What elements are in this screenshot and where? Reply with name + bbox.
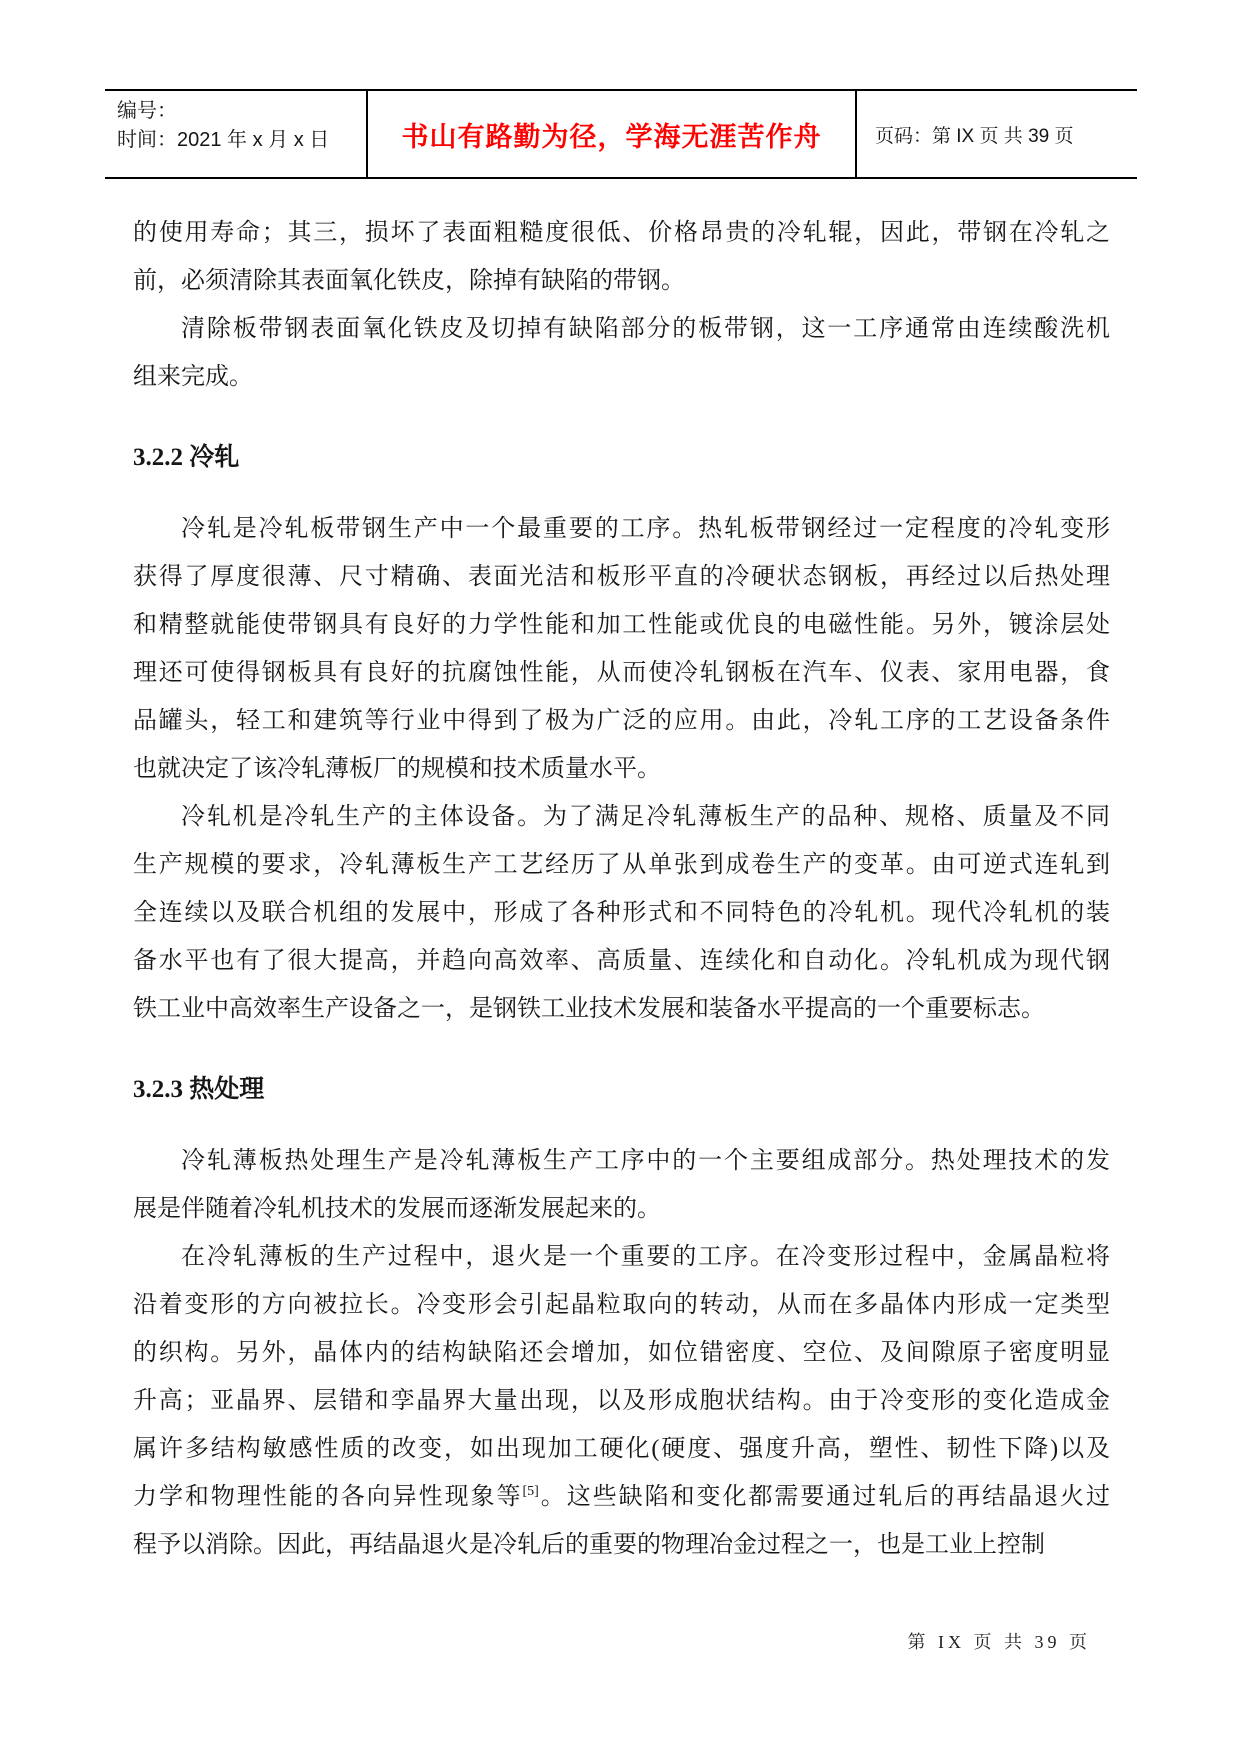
paragraph [133, 305, 1110, 401]
document-number-label: 编号： [117, 100, 177, 122]
header-table [105, 89, 1137, 179]
section-heading: 3.2.3 热处理 [133, 1076, 265, 1103]
text-line: 属许多结构敏感性质的改变，如出现加工硬化(硬度、强度升高，塑性、韧性下降)以及 [133, 1436, 1110, 1462]
text-line: 清除板带钢表面氧化铁皮及切掉有缺陷部分的板带钢，这一工序通常由连续酸洗机 [181, 316, 1110, 342]
page-number: 第 IX 页 共 39 页 [907, 1632, 1091, 1652]
text-line: 组来完成。 [133, 364, 253, 390]
text-line: 在冷轧薄板的生产过程中，退火是一个重要的工序。在冷变形过程中，金属晶粒将 [181, 1244, 1110, 1270]
header-cell-meta [105, 91, 366, 177]
header-cell-slogan [366, 91, 855, 177]
paragraph [133, 1233, 1110, 1569]
text-line: 展是伴随着冷轧机技术的发展而逐渐发展起来的。 [133, 1196, 661, 1222]
text-line: 力学和物理性能的各向异性现象等[5]。这些缺陷和变化都需要通过轧后的再结晶退火过 [133, 1484, 1111, 1510]
text-line: 冷轧机是冷轧生产的主体设备。为了满足冷轧薄板生产的品种、规格、质量及不同 [181, 804, 1110, 830]
text-line: 品罐头，轻工和建筑等行业中得到了极为广泛的应用。由此，冷轧工序的工艺设备条件 [133, 708, 1110, 734]
slogan-text: 书山有路勤为径，学海无涯苦作舟 [401, 121, 822, 152]
header-page-label: 页码：第 IX 页 共 39 页 [875, 125, 1074, 147]
text-line: 备水平也有了很大提高，并趋向高效率、高质量、连续化和自动化。冷轧机成为现代钢 [133, 948, 1110, 974]
paragraph [133, 209, 1110, 305]
text-line: 和精整就能使带钢具有良好的力学性能和加工性能或优良的电磁性能。另外，镀涂层处 [133, 612, 1110, 638]
paragraph [133, 505, 1110, 793]
section-heading: 3.2.2 冷轧 [133, 444, 240, 471]
text-line: 冷轧是冷轧板带钢生产中一个最重要的工序。热轧板带钢经过一定程度的冷轧变形 [181, 516, 1110, 542]
text-line: 理还可使得钢板具有良好的抗腐蚀性能，从而使冷轧钢板在汽车、仪表、家用电器，食 [133, 660, 1110, 686]
text-line: 沿着变形的方向被拉长。冷变形会引起晶粒取向的转动，从而在多晶体内形成一定类型 [133, 1292, 1110, 1318]
document-body [133, 209, 1110, 1569]
text-line: 冷轧薄板热处理生产是冷轧薄板生产工序中的一个主要组成部分。热处理技术的发 [181, 1148, 1110, 1174]
text-line: 也就决定了该冷轧薄板厂的规模和技术质量水平。 [133, 756, 661, 782]
paragraph [133, 1137, 1110, 1233]
header-cell-page [855, 91, 1137, 177]
text-line: 前，必须清除其表面氧化铁皮，除掉有缺陷的带钢。 [133, 268, 685, 294]
text-line: 的织构。另外，晶体内的结构缺陷还会增加，如位错密度、空位、及间隙原子密度明显 [133, 1340, 1110, 1366]
paragraph [133, 793, 1110, 1033]
text-line: 升高；亚晶界、层错和孪晶界大量出现，以及形成胞状结构。由于冷变形的变化造成金 [133, 1388, 1110, 1414]
text-line: 生产规模的要求，冷轧薄板生产工艺经历了从单张到成卷生产的变革。由可逆式连轧到 [133, 852, 1110, 878]
text-line: 获得了厚度很薄、尺寸精确、表面光洁和板形平直的冷硬状态钢板，再经过以后热处理 [133, 564, 1110, 590]
text-line: 全连续以及联合机组的发展中，形成了各种形式和不同特色的冷轧机。现代冷轧机的装 [133, 900, 1110, 926]
text-line: 的使用寿命；其三，损坏了表面粗糙度很低、价格昂贵的冷轧辊，因此，带钢在冷轧之 [133, 220, 1110, 246]
text-line: 程予以消除。因此，再结晶退火是冷轧后的重要的物理冶金过程之一，也是工业上控制 [133, 1532, 1045, 1558]
document-time-label: 时间：2021 年 x 月 x 日 [117, 129, 330, 151]
reference-marker: [5] [522, 1484, 539, 1499]
text-line: 铁工业中高效率生产设备之一，是钢铁工业技术发展和装备水平提高的一个重要标志。 [133, 996, 1045, 1022]
